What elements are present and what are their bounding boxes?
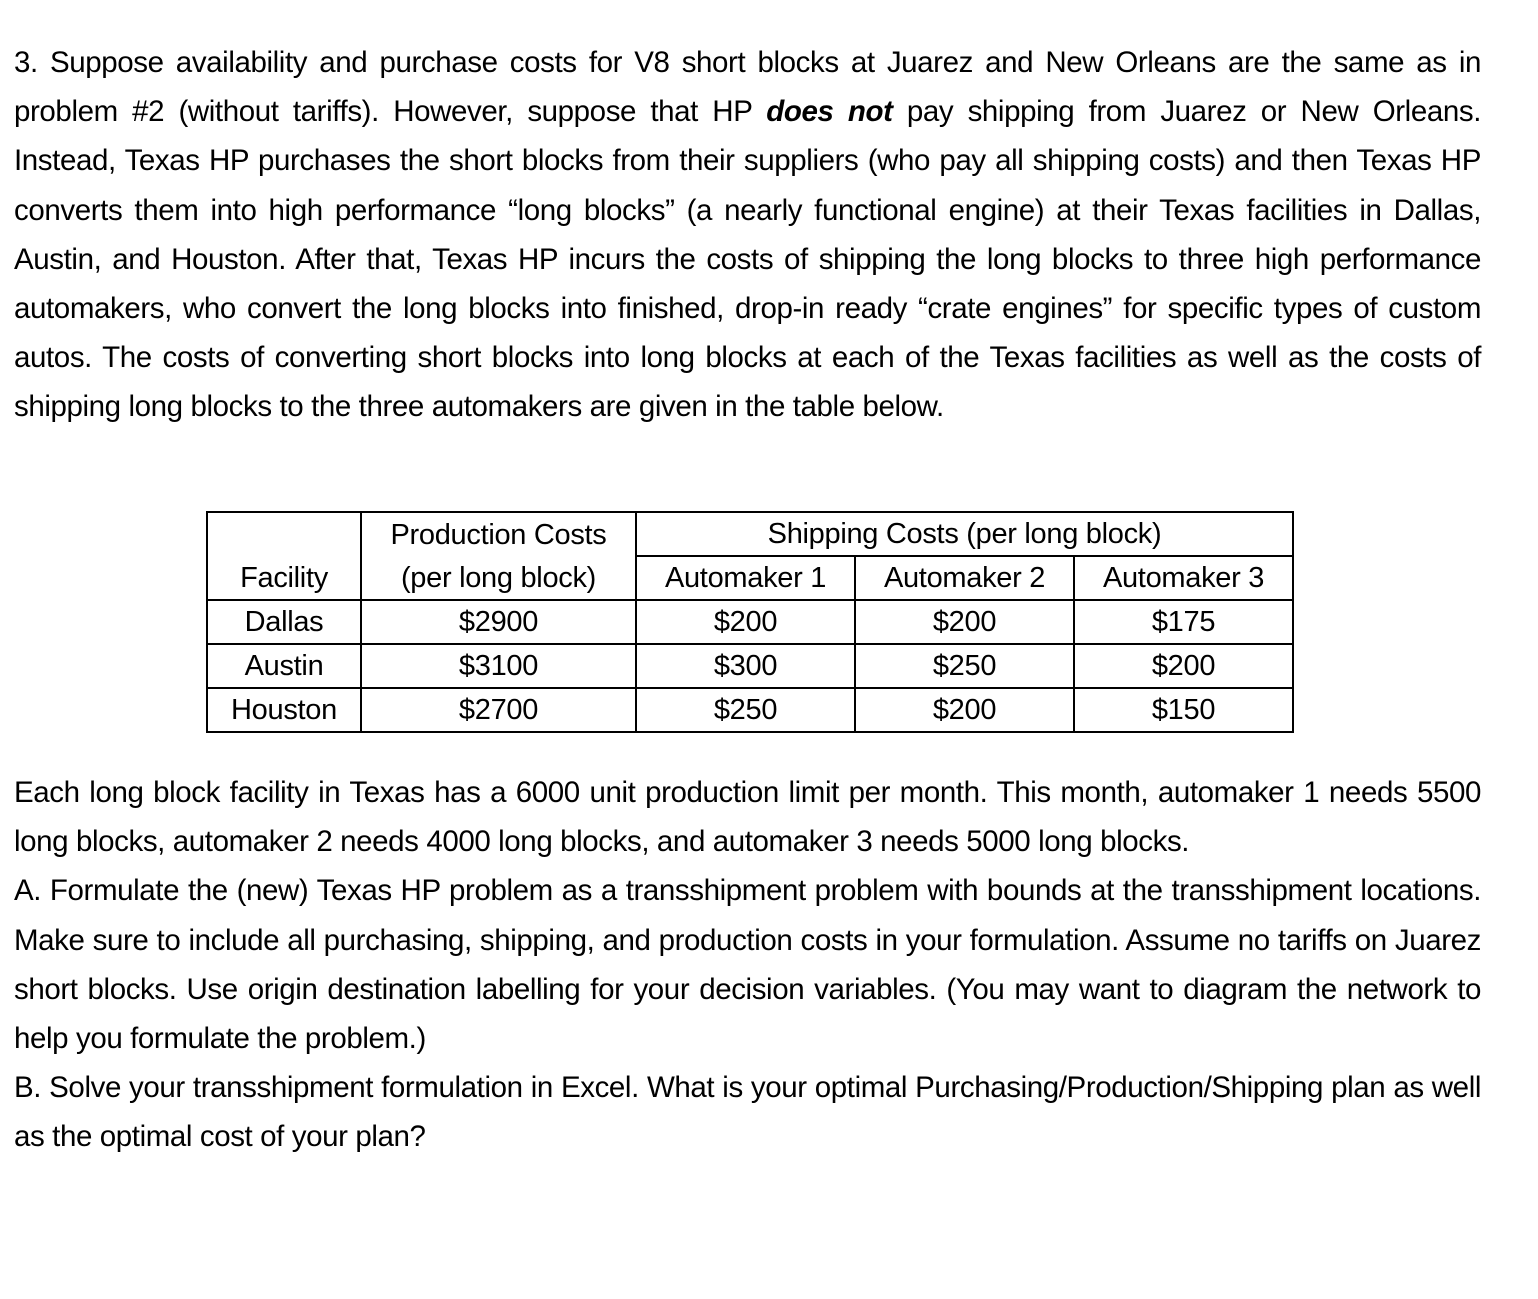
header-automaker-1: Automaker 1 xyxy=(636,556,855,600)
cost-table-container xyxy=(206,511,1294,733)
intro-emphasis: does not xyxy=(766,95,893,129)
cell-facility: Houston xyxy=(207,688,361,732)
problem-text-bottom xyxy=(14,768,1481,1162)
intro-suffix: pay shipping from Juarez or New Orleans. Instead, Texas HP purchases the short blocks from their suppliers (who pay all shipping costs) and then Texas HP converts them into high performance “long blocks” (a nearly functional engine) at their Texas facilities in Dallas, Austin, and Houston. After that, Texas HP incurs the costs of shipping the long blocks to three high performance automakers, who convert the long blocks into finished, drop-in ready “crate engines” for specific types of custom autos. The costs of converting short blocks into long blocks at each of the Texas facilities as well as the costs of shipping long blocks to the three automakers are given in the table below. xyxy=(14,95,1481,424)
cell-automaker-1: $200 xyxy=(636,600,855,644)
part-a-paragraph: A. Formulate the (new) Texas HP problem as a transshipment problem with bounds at the transshipment locations. Make sure to include all purchasing, shipping, and production costs in your formulation. Assume no tariffs on Juarez short blocks. Use origin destination labelling for your decision variables. (You may want to diagram the network to help you formulate the problem.) xyxy=(14,874,1481,1056)
header-per-long-block: (per long block) xyxy=(361,556,636,600)
problem-intro-paragraph xyxy=(14,38,1481,432)
part-b-paragraph: B. Solve your transshipment formulation in Excel. What is your optimal Purchasing/Production/Shipping plan as well as the optimal cost of your plan? xyxy=(14,1071,1481,1154)
cell-automaker-1: $300 xyxy=(636,644,855,688)
cell-production: $2700 xyxy=(361,688,636,732)
table-row xyxy=(207,688,1293,732)
cell-automaker-1: $250 xyxy=(636,688,855,732)
cell-automaker-2: $250 xyxy=(855,644,1074,688)
header-facility: Facility xyxy=(207,556,361,600)
header-shipping-costs: Shipping Costs (per long block) xyxy=(636,512,1293,556)
cell-facility: Austin xyxy=(207,644,361,688)
cell-automaker-3: $175 xyxy=(1074,600,1293,644)
problem-text-top xyxy=(14,38,1481,432)
cell-automaker-2: $200 xyxy=(855,600,1074,644)
cell-automaker-3: $200 xyxy=(1074,644,1293,688)
intro-prefix: 3. Suppose availability and purchase costs for V8 short blocks at Juarez and New Orleans are the same as in problem #2 (without tariffs). However, suppose that HP xyxy=(14,46,1481,129)
header-production-costs: Production Costs xyxy=(361,512,636,556)
table-row xyxy=(207,600,1293,644)
cost-table xyxy=(206,511,1294,733)
table-header-row-top xyxy=(207,512,1293,556)
table-row xyxy=(207,644,1293,688)
cell-automaker-3: $150 xyxy=(1074,688,1293,732)
capacity-paragraph: Each long block facility in Texas has a 6000 unit production limit per month. This month, automaker 1 needs 5500 long blocks, automaker 2 needs 4000 long blocks, and automaker 3 needs 5000 long blocks. xyxy=(14,776,1481,859)
cell-production: $3100 xyxy=(361,644,636,688)
header-automaker-3: Automaker 3 xyxy=(1074,556,1293,600)
cell-automaker-2: $200 xyxy=(855,688,1074,732)
table-header-row-bottom xyxy=(207,556,1293,600)
cell-facility: Dallas xyxy=(207,600,361,644)
cell-production: $2900 xyxy=(361,600,636,644)
header-automaker-2: Automaker 2 xyxy=(855,556,1074,600)
header-facility-top xyxy=(207,512,361,556)
